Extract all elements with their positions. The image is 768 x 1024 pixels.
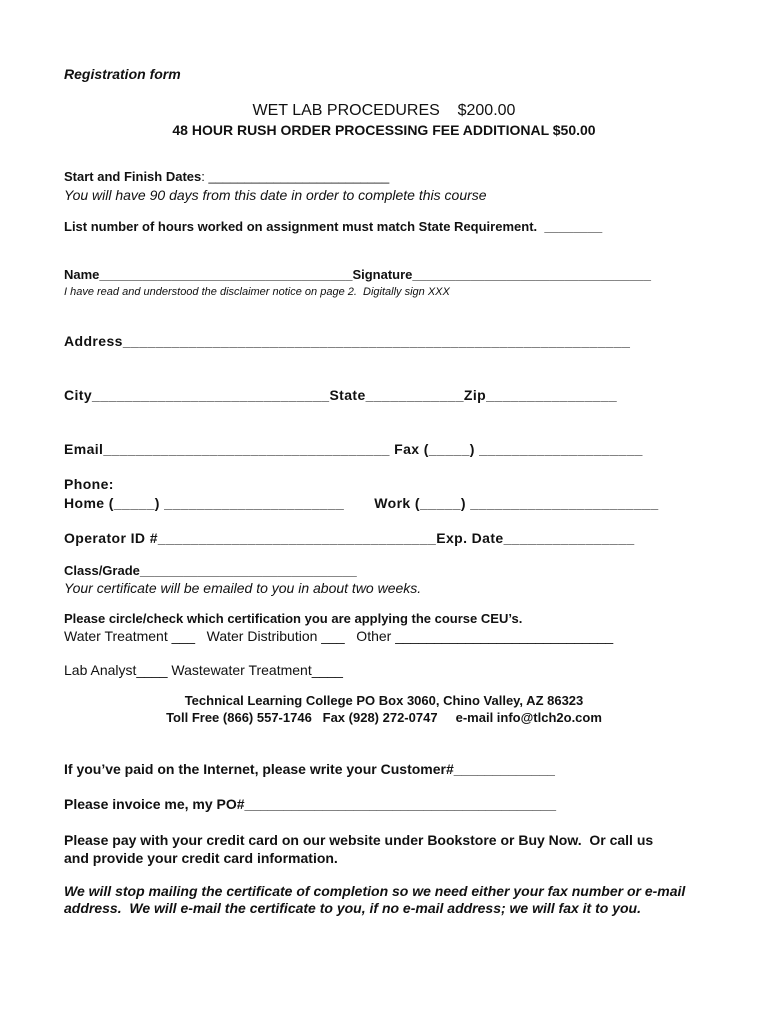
payment-instructions-line-2: and provide your credit card information. bbox=[64, 850, 338, 866]
name-signature-field[interactable]: Name___________________________________Signature_________________________________ bbox=[64, 267, 651, 282]
dates-note: You will have 90 days from this date in order to complete this course bbox=[64, 187, 487, 203]
hours-field[interactable]: List number of hours worked on assignment must match State Requirement. ________ bbox=[64, 219, 603, 234]
address-field[interactable]: Address______________________________________________________________ bbox=[64, 333, 631, 349]
operator-id-field[interactable]: Operator ID #__________________________________Exp. Date________________ bbox=[64, 530, 635, 546]
form-header-label: Registration form bbox=[64, 66, 181, 82]
email-fax-field[interactable]: Email___________________________________ Fax (_____) ____________________ bbox=[64, 441, 643, 457]
dates-blank[interactable]: : _________________________ bbox=[201, 169, 390, 184]
course-title: WET LAB PROCEDURES $200.00 bbox=[252, 102, 516, 119]
cert-options-row-2[interactable]: Lab Analyst____ Wastewater Treatment____ bbox=[64, 662, 343, 678]
disclaimer-note: I have read and understood the disclaimer notice on page 2. Digitally sign XXX bbox=[64, 286, 450, 298]
cert-select-heading: Please circle/check which certification you are applying the course CEU’s. bbox=[64, 611, 523, 626]
cert-options-row-1[interactable]: Water Treatment ___ Water Distribution ___ Other ____________________________ bbox=[64, 628, 614, 644]
home-work-phone-field[interactable]: Home (_____) ______________________ Work (_____) _______________________ bbox=[64, 495, 659, 511]
payment-instructions-line-1: Please pay with your credit card on our website under Bookstore or Buy Now. Or call us bbox=[64, 832, 654, 848]
mail-notice-line-2: address. We will e-mail the certificate to you, if no e-mail address; we will fax it to you. bbox=[64, 900, 641, 916]
city-state-zip-field[interactable]: City_____________________________State____________Zip________________ bbox=[64, 387, 618, 403]
invoice-po-field[interactable]: Please invoice me, my PO#________________________________________ bbox=[64, 796, 556, 812]
customer-number-field[interactable]: If you’ve paid on the Internet, please write your Customer#_____________ bbox=[64, 761, 555, 777]
class-grade-field[interactable]: Class/Grade______________________________ bbox=[64, 563, 357, 578]
college-contacts: Toll Free (866) 557-1746 Fax (928) 272-0747 e-mail info@tlch2o.com bbox=[166, 710, 602, 725]
mail-notice-line-1: We will stop mailing the certificate of completion so we need either your fax number or e-mail bbox=[64, 883, 686, 899]
certificate-email-note: Your certificate will be emailed to you in about two weeks. bbox=[64, 580, 422, 596]
dates-label: Start and Finish Dates bbox=[64, 169, 202, 184]
rush-fee-notice: 48 HOUR RUSH ORDER PROCESSING FEE ADDITIONAL $50.00 bbox=[172, 122, 596, 138]
phone-label: Phone: bbox=[64, 476, 114, 492]
dates-field[interactable] bbox=[64, 170, 389, 185]
college-address: Technical Learning College PO Box 3060, Chino Valley, AZ 86323 bbox=[184, 693, 584, 708]
